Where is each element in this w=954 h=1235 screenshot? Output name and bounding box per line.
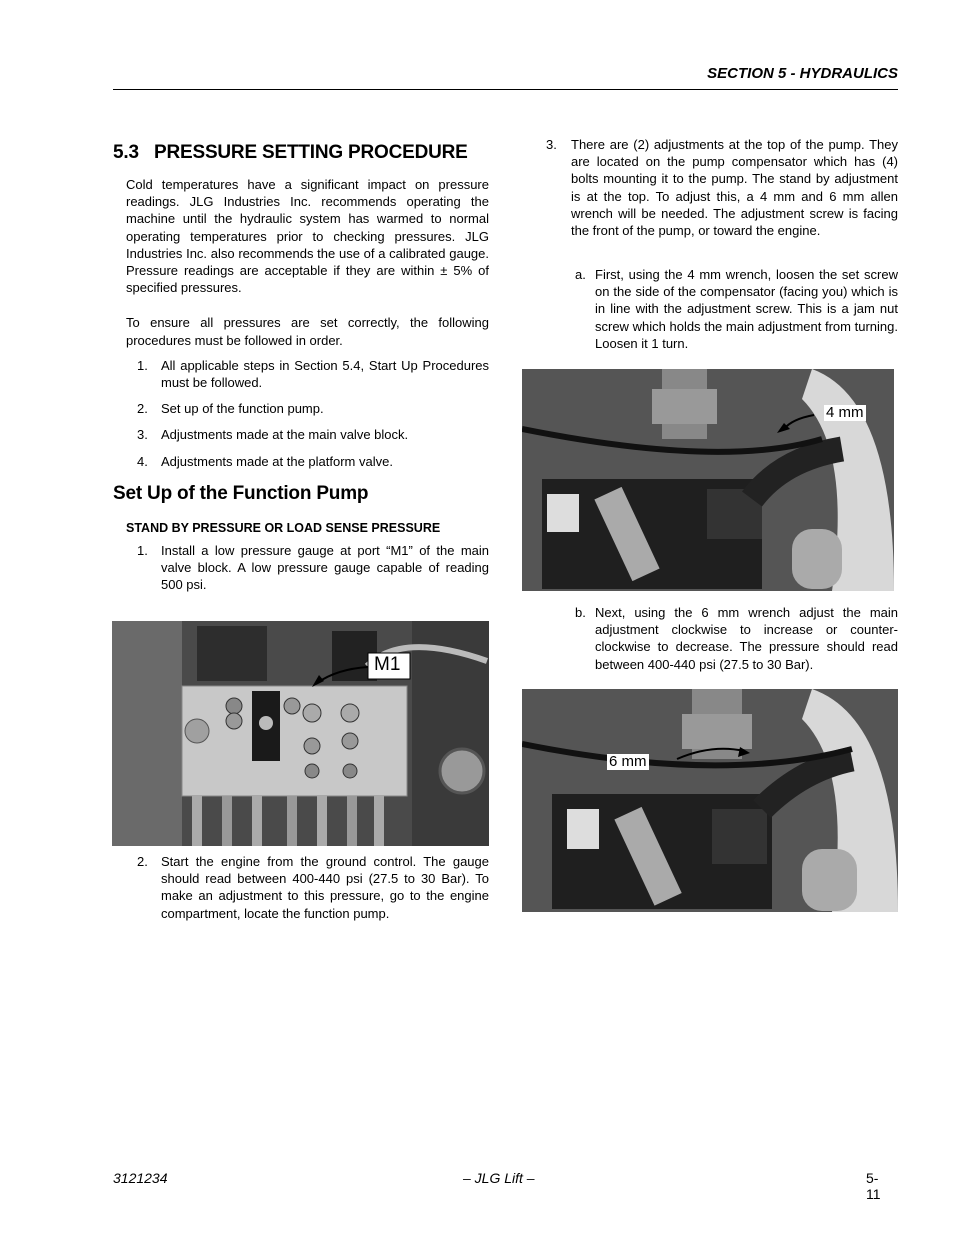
list-text: Set up of the function pump. bbox=[161, 401, 324, 417]
list-number: 3. bbox=[137, 427, 148, 443]
list-item bbox=[137, 853, 489, 922]
publisher-name: – JLG Lift – bbox=[463, 1170, 535, 1186]
order-note: To ensure all pressures are set correctly, the following procedures must be followed in order. bbox=[126, 315, 489, 348]
m1-label: M1 bbox=[374, 654, 401, 675]
list-text: All applicable steps in Section 5.4, Start Up Procedures must be followed. bbox=[161, 357, 489, 391]
list-text: Adjustments made at the platform valve. bbox=[161, 453, 393, 469]
list-text: First, using the 4 mm wrench, loosen the set screw on the side of the compensator (facing you) which is in line with the adjustment screw. This is a jam nut screw which holds the main adjustment from turning. Loosen it 1 turn. bbox=[595, 267, 898, 351]
minor-heading: STAND BY PRESSURE OR LOAD SENSE PRESSURE bbox=[126, 520, 441, 535]
valve-block-illustration bbox=[112, 621, 489, 846]
intro-paragraph: Cold temperatures have a significant impact on pressure readings. JLG Industries Inc. recommends operating the machine until the hydraulic system has warmed to normal operating temperatures prior to checking pressures. JLG Industries Inc. also recommends the use of a calibrated gauge. Pressure readings are acceptable if they are within ± 5% of specified pressures. bbox=[126, 177, 489, 296]
list-item bbox=[137, 357, 489, 391]
list-text: There are (2) adjustments at the top of the pump. They are located on the pump compensator which has (4) bolts mounting it to the pump. The stand by adjustment is at the top. To adjust this, a 4 mm and 6 mm allen wrench will be needed. The adjustment screw is facing the front of the pump, or toward the engine. bbox=[571, 137, 898, 239]
list-number: 2. bbox=[137, 854, 148, 869]
list-text: Install a low pressure gauge at port “M1” of the main valve block. A low pressure gauge capable of reading 500 psi. bbox=[161, 542, 489, 593]
list-number: 4. bbox=[137, 453, 148, 469]
list-item bbox=[546, 136, 898, 239]
pump-4mm-illustration bbox=[522, 369, 894, 591]
list-text: Start the engine from the ground control. The gauge should read between 400-440 psi (27.5 to 30 Bar). To make an adjustment to this pressure, go to the engine compartment, locate the function pump. bbox=[161, 854, 489, 921]
pump-4mm-photo bbox=[522, 369, 894, 591]
list-item bbox=[575, 604, 898, 673]
list-text: Adjustments made at the main valve block. bbox=[161, 427, 409, 443]
list-number: 3. bbox=[546, 137, 557, 152]
list-item bbox=[575, 266, 898, 352]
section-heading bbox=[113, 142, 489, 168]
left-column bbox=[113, 142, 489, 593]
pump-6mm-illustration bbox=[522, 689, 898, 912]
6mm-label: 6 mm bbox=[609, 753, 647, 770]
list-item bbox=[137, 426, 489, 443]
section-title-text: PRESSURE SETTING PROCEDURE bbox=[154, 142, 468, 163]
subsection-heading: Set Up of the Function Pump bbox=[113, 482, 369, 504]
list-number: 2. bbox=[137, 401, 148, 417]
section-number: 5.3 bbox=[113, 142, 139, 163]
valve-block-photo bbox=[112, 621, 489, 846]
list-item bbox=[137, 542, 489, 594]
page-number: 5-11 bbox=[866, 1170, 881, 1202]
pump-6mm-photo bbox=[522, 689, 898, 912]
list-number: 1. bbox=[137, 357, 148, 373]
section-title: SECTION 5 - HYDRAULICS bbox=[707, 65, 898, 82]
list-letter: b. bbox=[575, 605, 586, 620]
doc-number: 3121234 bbox=[113, 1170, 168, 1186]
4mm-label: 4 mm bbox=[826, 404, 864, 421]
list-text: Next, using the 6 mm wrench adjust the main adjustment clockwise to increase or counter-clockwise to decrease. The pressure should read between 400-440 psi (27.5 to 30 Bar). bbox=[595, 605, 898, 672]
list-number: 1. bbox=[137, 542, 148, 558]
list-item bbox=[137, 400, 489, 417]
list-letter: a. bbox=[575, 267, 586, 282]
list-item bbox=[137, 453, 489, 470]
page-header bbox=[113, 64, 898, 90]
